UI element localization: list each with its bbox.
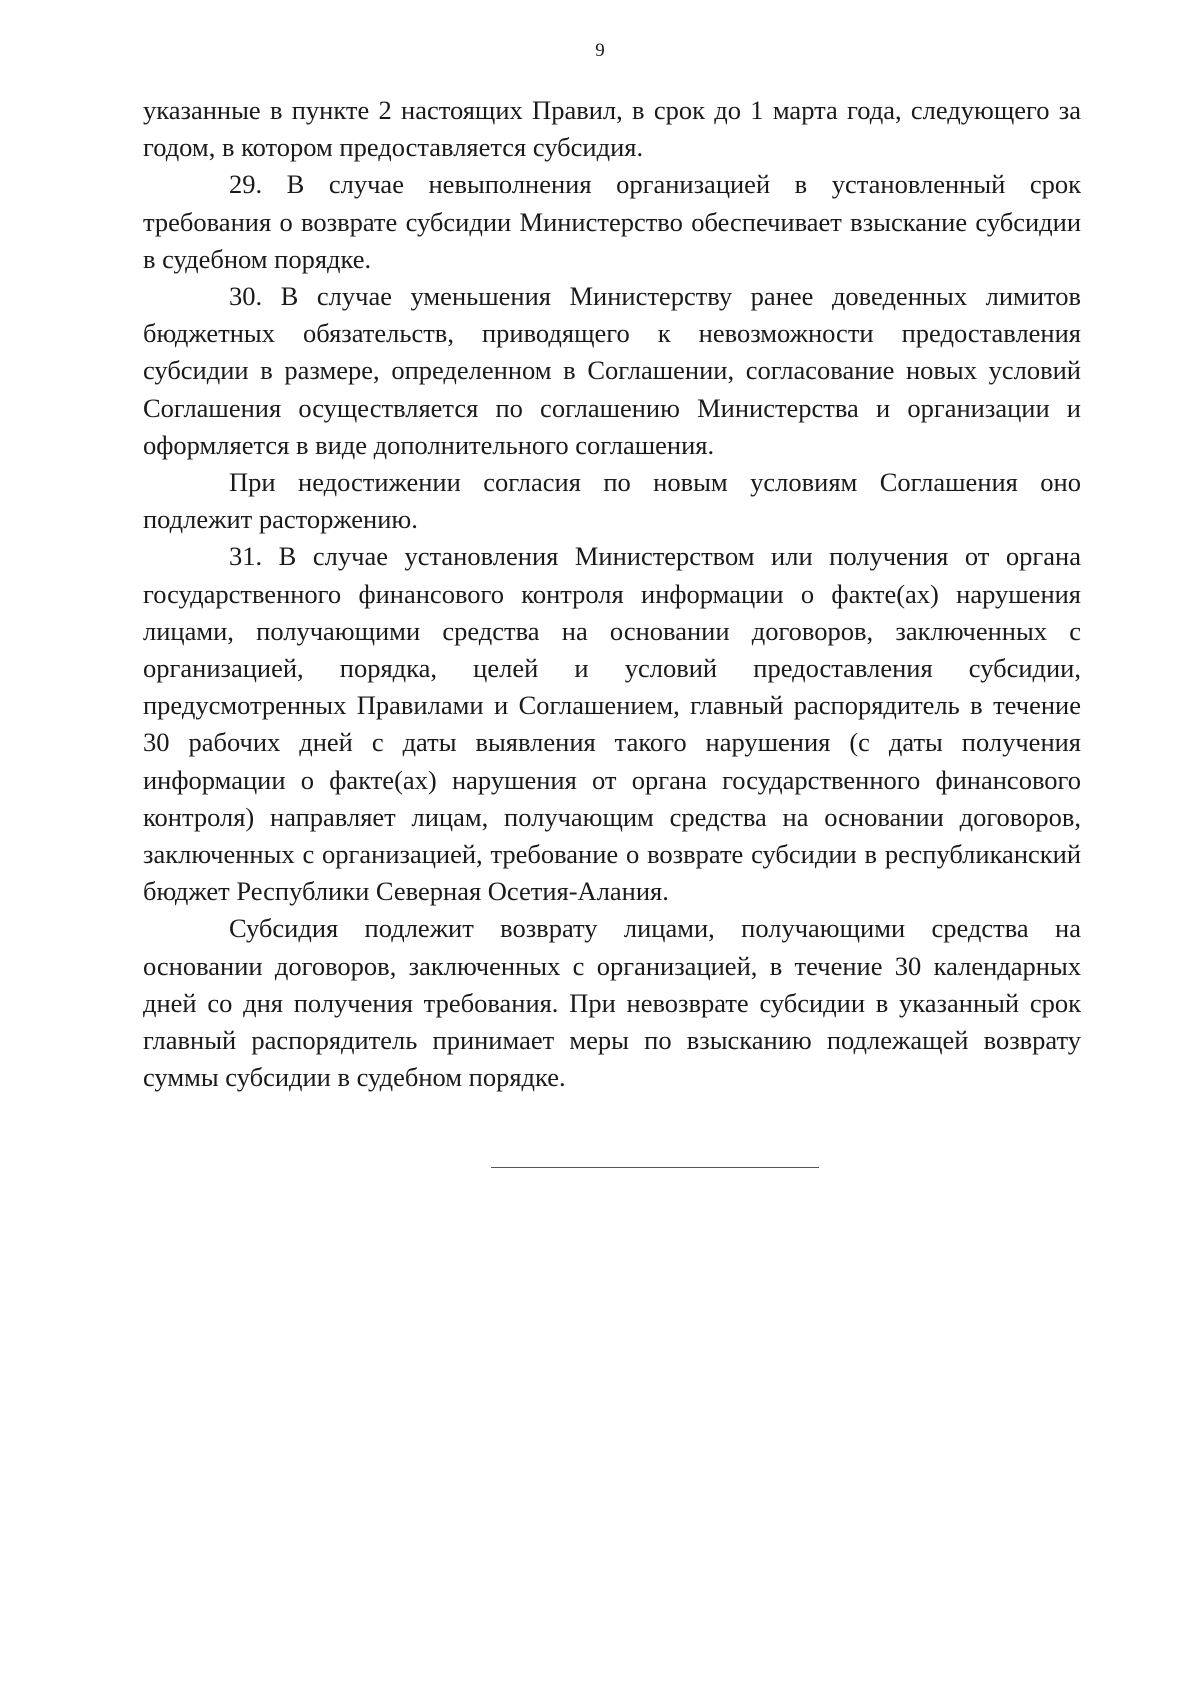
paragraph-clause-31-continuation: Субсидия подлежит возврату лицами, получающими средства на основании договоров, заключенных с организацией, в течение 30 календарных дней со дня получения требования. При невозврате субсидии в указанный срок главный распорядитель принимает меры по взысканию подлежащей возврату суммы субсидии в судебном порядке.: [143, 913, 1081, 1093]
page-number: 9: [595, 40, 605, 61]
paragraph-clause-31: 31. В случае установления Министерством или получения от органа государственного финансового контроля информации о факте(ах) нарушения лицами, получающими средства на основании договоров, заключенных с организацией, порядка, целей и условий предоставления субсидии, предусмотренных Правилами и Соглашением, главный распорядитель в течение 30 рабочих дней с даты выявления такого нарушения (с даты получения информации о факте(ах) нарушения от органа государственного финансового контроля) направляет лицам, получающим средства на основании договоров, заключенных с организацией, требование о возврате субсидии в республиканский бюджет Республики Северная Осетия-Алания.: [143, 541, 1081, 907]
end-of-document-rule: [491, 1167, 819, 1168]
document-body: [143, 92, 1081, 1096]
paragraph-continuation: указанные в пункте 2 настоящих Правил, в срок до 1 марта года, следующего за годом, в котором предоставляется субсидия.: [143, 95, 1081, 163]
paragraph-clause-30-continuation: При недостижении согласия по новым условиям Соглашения оно подлежит расторжению.: [143, 467, 1081, 535]
paragraph-clause-29: 29. В случае невыполнения организацией в установленный срок требования о возврате субсидии Министерство обеспечивает взыскание субсидии в судебном порядке.: [143, 169, 1081, 274]
paragraph-clause-30: 30. В случае уменьшения Министерству ранее доведенных лимитов бюджетных обязательств, приводящего к невозможности предоставления субсидии в размере, определенном в Соглашении, согласование новых условий Соглашения осуществляется по соглашению Министерства и организации и оформляется в виде дополнительного соглашения.: [143, 281, 1081, 460]
